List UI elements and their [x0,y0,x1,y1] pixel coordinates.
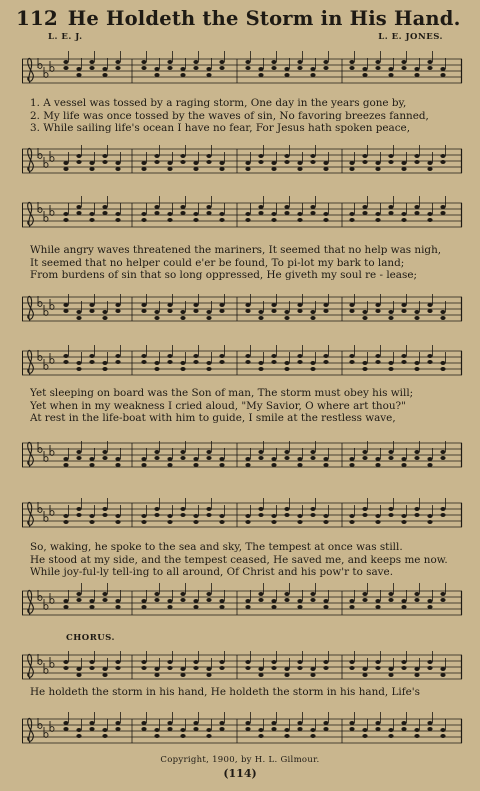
lyric-line: He holdeth the storm in his hand, He holdeth the storm in his hand, Life's [30,686,420,698]
words-credit: L. E. J. [48,32,83,42]
staff-system-1-treble [22,56,462,86]
lyrics-system-1 [30,97,460,135]
lyric-line: It seemed that no helper could e'er be found, To pi-lot my bark to land; [30,256,405,269]
hymn-title: He Holdeth the Storm in His Hand. [67,7,461,30]
staff-system-4-bass [22,588,462,618]
lyrics-system-5 [30,686,460,699]
staff-system-2-bass [22,294,462,324]
copyright-notice: Copyright, 1900, by H. L. Gilmour. [160,755,320,765]
lyric-line: 1. A vessel was tossed by a raging storm, One day in the years gone by, [30,97,407,109]
staff-system-5-bass [22,716,462,746]
hymn-credits [48,32,443,42]
hymn-header [16,6,466,34]
page-number: (114) [223,767,257,780]
lyrics-system-4 [30,541,460,579]
staff-system-2-treble [22,200,462,230]
staff-system-4-treble [22,500,462,530]
lyric-line: Yet sleeping on board was the Son of man, The storm must obey his will; [30,387,414,399]
lyric-line: So, waking, he spoke to the sea and sky, The tempest at once was still. [30,541,403,553]
lyrics-system-2 [30,244,460,282]
lyric-line: While angry waves threatened the mariners, It seemed that no help was nigh, [30,244,442,256]
lyric-line: Yet when in my weakness I cried aloud, "My Savior, O where art thou?" [30,399,406,412]
lyric-line: 2. My life was once tossed by the waves of sin, No favoring breezes fanned, [30,109,429,122]
lyrics-system-3 [30,387,460,425]
staff-system-3-treble [22,348,462,378]
lyric-line: From burdens of sin that so long oppressed, He giveth my soul re - lease; [30,269,417,282]
staff-system-1-bass [22,146,462,176]
staff-system-5-treble [22,652,462,682]
music-credit: L. E. JONES. [378,32,443,42]
lyric-line: He stood at my side, and the tempest ceased, He saved me, and keeps me now. [30,553,448,566]
chorus-label: CHORUS. [66,633,115,643]
lyric-line: At rest in the life-boat with him to guide, I smile at the restless wave, [30,412,396,425]
lyric-line: 3. While sailing life's ocean I have no fear, For Jesus hath spoken peace, [30,122,411,135]
hymn-number: 112 [16,6,58,30]
staff-system-3-bass [22,440,462,470]
lyric-line: While joy-ful-ly tell-ing to all around, Of Christ and his pow'r to save. [30,566,393,579]
